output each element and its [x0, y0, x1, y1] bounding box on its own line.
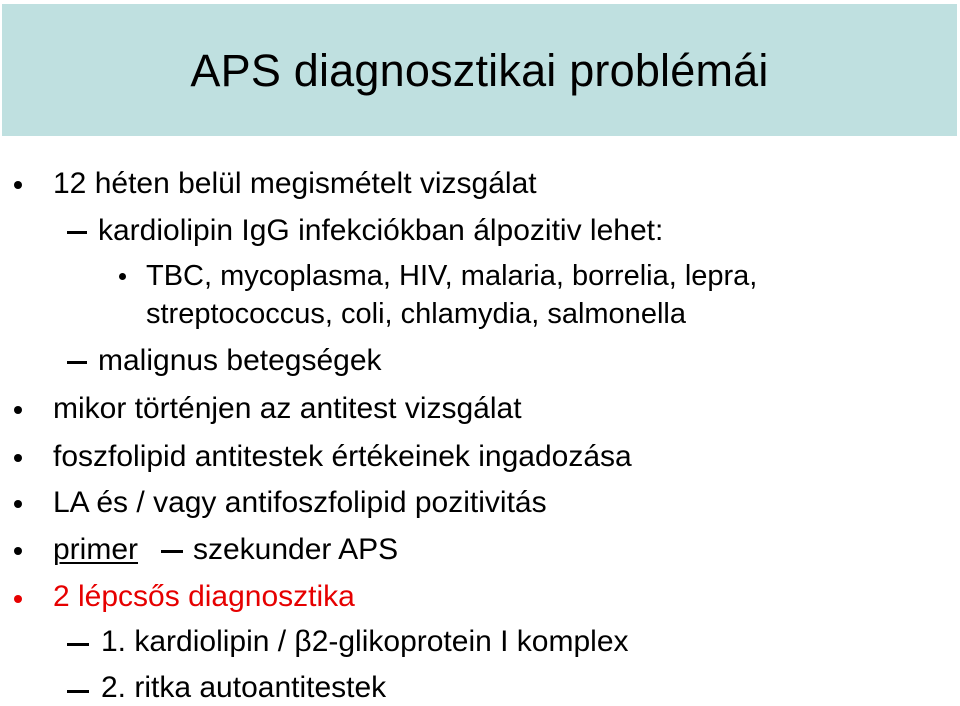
sub-sub-item-continuation: streptococcus, coli, chlamydia, salmonella [146, 298, 686, 330]
bullet-item: LA és / vagy antifoszfolipid pozitivitás [53, 486, 547, 519]
bullet-icon [14, 406, 22, 414]
sub-item: kardiolipin IgG infekciókban álpozitiv lehet: [98, 214, 664, 247]
title-band [2, 4, 957, 136]
dash-icon [67, 643, 89, 646]
dash-icon [67, 231, 87, 234]
bullet-item: 12 héten belül megismételt vizsgálat [53, 167, 537, 200]
dash-icon [161, 550, 183, 553]
bullet-icon [119, 273, 126, 280]
sub-sub-item: TBC, mycoplasma, HIV, malaria, borrelia, lepra, [146, 260, 758, 292]
sub-item: 2. ritka autoantitestek [101, 671, 387, 704]
dash-icon [67, 361, 87, 364]
slide-title: APS diagnosztikai problémái [190, 45, 769, 96]
bullet-item-highlight: 2 lépcsős diagnosztika [53, 580, 355, 613]
sub-item: 1. kardiolipin / β2-glikoprotein I komplex [101, 625, 629, 658]
bullet-icon [14, 500, 22, 508]
bullet-icon [14, 547, 22, 555]
bullet-icon [14, 595, 22, 603]
primer-term: primer [53, 533, 139, 566]
sub-item: malignus betegségek [98, 344, 382, 377]
dash-icon [67, 690, 89, 693]
bullet-item-primer [53, 532, 138, 568]
bullet-icon [14, 454, 22, 462]
bullet-item: foszfolipid antitestek értékeinek ingadozása [53, 440, 632, 473]
bullet-item-secondary: szekunder APS [193, 533, 399, 566]
bullet-icon [14, 181, 22, 189]
bullet-item: mikor történjen az antitest vizsgálat [53, 392, 522, 425]
